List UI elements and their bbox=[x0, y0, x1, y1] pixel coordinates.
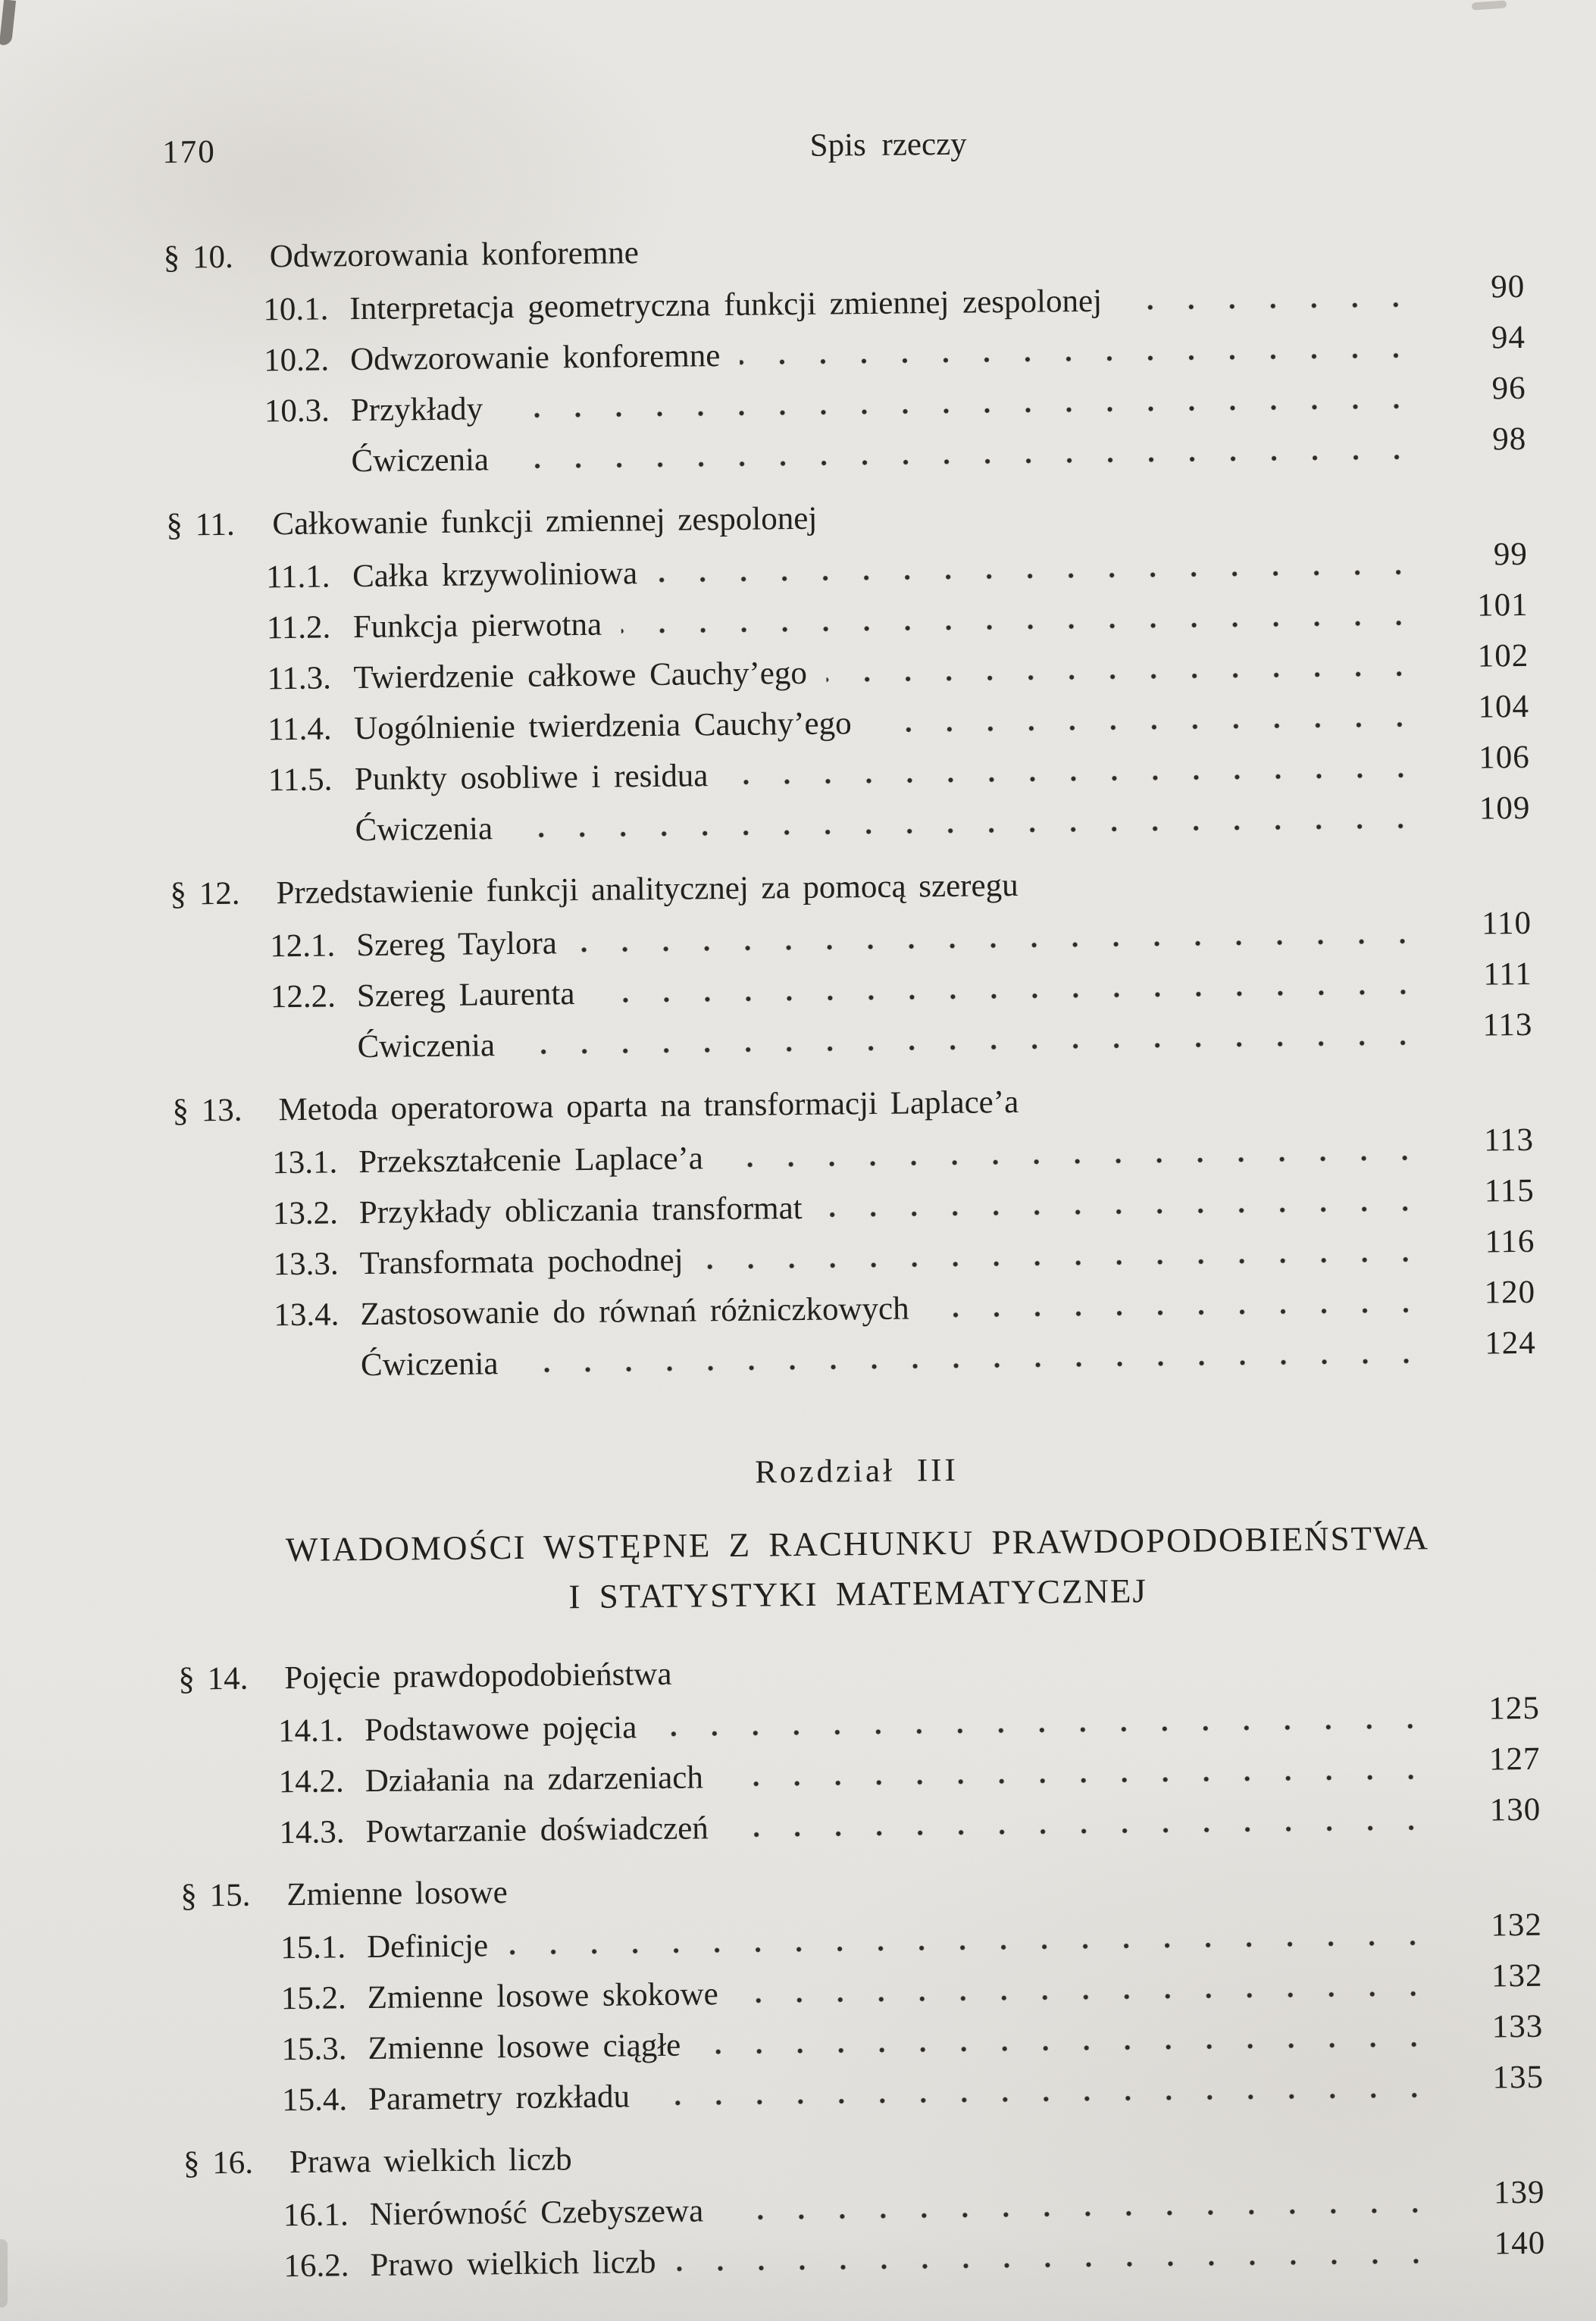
entry-title: Ćwiczenia bbox=[351, 442, 490, 480]
entry-title: Uogólnienie twierdzenia Cauchy’ego bbox=[353, 705, 852, 747]
entry-number: 11.2. bbox=[266, 609, 331, 646]
dot-leader bbox=[509, 453, 1435, 470]
entry-number: 15.2. bbox=[280, 1980, 346, 2017]
entry-title: Szereg Laurenta bbox=[356, 976, 575, 1015]
entry-number bbox=[274, 1375, 361, 1376]
dot-leader bbox=[728, 771, 1438, 786]
section-number: § 11. bbox=[166, 506, 236, 543]
dot-leader bbox=[723, 1154, 1441, 1168]
dot-leader bbox=[1122, 301, 1432, 311]
dot-leader bbox=[728, 1824, 1449, 1838]
section-number: § 10. bbox=[163, 239, 233, 276]
section-title: Zmienne losowe bbox=[286, 1875, 508, 1913]
toc-entry bbox=[174, 1274, 1536, 1335]
toc-entry bbox=[165, 370, 1526, 431]
entry-number: 14.2. bbox=[278, 1763, 345, 1800]
entry-page: 124 bbox=[1485, 1325, 1537, 1362]
chapter-title-line: I STATYSTYKI MATEMATYCZNEJ bbox=[568, 1572, 1148, 1616]
entry-title: Ćwiczenia bbox=[360, 1346, 499, 1384]
entry-title: Ćwiczenia bbox=[357, 1028, 496, 1065]
section-title: Całkowanie funkcji zmiennej zespolonej bbox=[272, 500, 818, 543]
entry-page: 111 bbox=[1483, 956, 1532, 993]
entry-number: 13.1. bbox=[271, 1144, 338, 1181]
entry-number: 11.1. bbox=[265, 558, 330, 596]
entry-page: 130 bbox=[1489, 1791, 1541, 1828]
entry-page: 120 bbox=[1484, 1274, 1536, 1311]
dot-leader bbox=[594, 988, 1440, 1004]
entry-number: 13.2. bbox=[272, 1195, 339, 1232]
toc-entry bbox=[171, 905, 1532, 966]
entry-title: Działania na zdarzeniach bbox=[365, 1760, 704, 1800]
toc-entry bbox=[182, 2008, 1544, 2069]
chapter-heading bbox=[176, 1446, 1538, 1626]
entry-page: 99 bbox=[1493, 536, 1529, 573]
section-entries bbox=[183, 2174, 1546, 2286]
entry-title: Przykłady obliczania transformat bbox=[358, 1190, 803, 1231]
section-entries bbox=[179, 1690, 1541, 1853]
dot-leader bbox=[656, 1722, 1447, 1738]
entry-number: 11.5. bbox=[268, 762, 333, 799]
entry-page: 102 bbox=[1477, 637, 1529, 674]
dot-leader bbox=[657, 568, 1435, 583]
section-number: § 15. bbox=[180, 1877, 251, 1914]
toc-section bbox=[166, 493, 1531, 851]
entry-number bbox=[271, 1057, 358, 1058]
entry-title: Punkty osobliwe i residua bbox=[354, 758, 709, 798]
entry-page: 135 bbox=[1492, 2059, 1544, 2096]
entry-page: 125 bbox=[1488, 1690, 1541, 1727]
section-heading bbox=[180, 1863, 1541, 1915]
entry-page: 140 bbox=[1494, 2225, 1546, 2262]
toc-entry bbox=[175, 1325, 1537, 1386]
entry-page: 127 bbox=[1488, 1741, 1541, 1778]
toc-entry bbox=[169, 739, 1530, 800]
entry-title: Przekształcenie Laplace’a bbox=[358, 1140, 704, 1181]
toc-entry bbox=[180, 1791, 1541, 1853]
entry-page: 109 bbox=[1479, 790, 1531, 827]
dot-leader bbox=[515, 1039, 1441, 1056]
entry-title: Przykłady bbox=[350, 391, 483, 429]
section-title: Prawa wielkich liczb bbox=[289, 2141, 572, 2181]
section-number: § 12. bbox=[170, 875, 240, 912]
dot-leader bbox=[929, 1306, 1444, 1318]
entry-number bbox=[265, 471, 352, 472]
dot-leader bbox=[827, 670, 1437, 683]
page-number: 170 bbox=[161, 133, 216, 170]
dot-leader bbox=[703, 1256, 1443, 1270]
entry-page: 132 bbox=[1491, 1957, 1543, 1994]
entry-page: 113 bbox=[1483, 1121, 1535, 1159]
toc-section bbox=[183, 2131, 1546, 2286]
entry-number: 12.2. bbox=[270, 978, 336, 1015]
entry-number: 11.4. bbox=[267, 711, 332, 748]
entry-number: 10.1. bbox=[263, 291, 329, 328]
running-head-spacer bbox=[922, 149, 1523, 155]
toc-entry bbox=[167, 536, 1529, 597]
toc-section bbox=[170, 862, 1533, 1068]
entry-title: Prawo wielkich liczb bbox=[370, 2244, 656, 2284]
entry-number bbox=[269, 840, 355, 841]
toc-entry bbox=[183, 2174, 1545, 2235]
entry-title: Całka krzywoliniowa bbox=[352, 555, 638, 595]
toc-entry bbox=[179, 1690, 1541, 1751]
entry-page: 101 bbox=[1476, 587, 1529, 624]
entry-title: Powtarzanie doświadczeń bbox=[365, 1810, 709, 1850]
entry-title: Podstawowe pojęcia bbox=[364, 1709, 637, 1749]
entry-number: 13.3. bbox=[273, 1246, 339, 1283]
entry-page: 94 bbox=[1491, 319, 1526, 356]
section-number: § 14. bbox=[178, 1660, 249, 1697]
entry-page: 139 bbox=[1493, 2174, 1545, 2211]
section-heading bbox=[178, 1647, 1539, 1698]
entry-title: Zastosowanie do równań różniczkowych bbox=[360, 1290, 909, 1333]
entry-number: 10.2. bbox=[263, 342, 330, 379]
section-heading bbox=[163, 225, 1524, 277]
toc-entry bbox=[173, 1121, 1535, 1183]
entry-number: 16.2. bbox=[283, 2247, 349, 2285]
toc-entry bbox=[183, 2059, 1544, 2120]
section-entries bbox=[173, 1121, 1537, 1386]
dot-leader bbox=[740, 352, 1433, 366]
dot-leader bbox=[649, 2091, 1451, 2107]
toc bbox=[163, 225, 1545, 2286]
entry-title: Twierdzenie całkowe Cauchy’ego bbox=[353, 655, 808, 696]
entry-title: Zmienne losowe ciągłe bbox=[368, 2027, 681, 2067]
section-heading bbox=[166, 493, 1527, 544]
section-title: Pojęcie prawdopodobieństwa bbox=[284, 1656, 672, 1697]
entry-number: 14.1. bbox=[277, 1713, 344, 1750]
entry-page: 96 bbox=[1491, 370, 1526, 407]
dot-leader bbox=[700, 2041, 1450, 2055]
chapter-title-line: WIADOMOŚCI WSTĘPNE Z RACHUNKU PRAWDOPODOBIEŃSTWA bbox=[285, 1519, 1430, 1569]
section-number: § 16. bbox=[183, 2144, 254, 2182]
section-entries bbox=[164, 268, 1527, 482]
toc-entry bbox=[184, 2225, 1546, 2286]
toc-entry bbox=[165, 421, 1527, 482]
entry-title: Nierówność Czebyszewa bbox=[369, 2193, 704, 2233]
toc-entry bbox=[169, 790, 1531, 851]
dot-leader bbox=[577, 937, 1439, 953]
entry-title: Definicje bbox=[366, 1928, 489, 1966]
entry-number: 15.1. bbox=[280, 1929, 346, 1966]
entry-page: 132 bbox=[1491, 1907, 1543, 1944]
chapter-kicker: Rozdział III bbox=[754, 1452, 959, 1491]
entry-number: 15.4. bbox=[281, 2082, 348, 2119]
dot-leader bbox=[822, 1205, 1442, 1218]
toc-entry bbox=[164, 319, 1526, 380]
section-entries bbox=[181, 1907, 1544, 2120]
page-title: Spis rzeczy bbox=[809, 126, 967, 164]
section-heading bbox=[170, 862, 1531, 913]
dot-leader bbox=[512, 822, 1438, 839]
entry-title: Ćwiczenia bbox=[355, 811, 493, 849]
toc-entry bbox=[182, 1957, 1543, 2019]
entry-page: 113 bbox=[1482, 1006, 1533, 1043]
entry-page: 115 bbox=[1484, 1172, 1535, 1209]
dot-leader bbox=[723, 1773, 1448, 1788]
toc-section bbox=[172, 1078, 1536, 1386]
entry-page: 98 bbox=[1492, 421, 1527, 458]
entry-number: 15.3. bbox=[281, 2031, 347, 2068]
dot-leader bbox=[738, 1990, 1450, 2004]
section-title: Odwzorowania konforemne bbox=[269, 235, 640, 275]
entry-title: Odwzorowanie konforemne bbox=[349, 338, 721, 378]
dot-leader bbox=[872, 721, 1438, 734]
section-entries bbox=[167, 536, 1531, 851]
scan-artifact bbox=[0, 2239, 8, 2307]
dot-leader bbox=[502, 402, 1434, 419]
toc-section bbox=[178, 1647, 1541, 1853]
running-head bbox=[162, 120, 1523, 171]
entry-page: 90 bbox=[1490, 268, 1526, 305]
entry-page: 110 bbox=[1481, 905, 1532, 942]
entry-title: Funkcja pierwotna bbox=[352, 606, 602, 646]
toc-entry bbox=[180, 1741, 1541, 1802]
toc-section bbox=[180, 1863, 1544, 2120]
dot-leader bbox=[621, 619, 1436, 634]
entry-number: 16.1. bbox=[283, 2197, 349, 2234]
toc-section bbox=[163, 225, 1526, 482]
chapter-title bbox=[177, 1512, 1538, 1626]
entry-page: 106 bbox=[1478, 739, 1530, 776]
entry-number: 14.3. bbox=[279, 1814, 345, 1851]
toc-entry bbox=[168, 688, 1530, 749]
toc-entry bbox=[174, 1223, 1535, 1284]
entry-title: Interpretacja geometryczna funkcji zmiennej zespolonej bbox=[349, 283, 1103, 327]
dot-leader bbox=[723, 2207, 1453, 2221]
toc-entry bbox=[167, 637, 1529, 699]
entry-number: 11.3. bbox=[267, 660, 332, 697]
section-title: Metoda operatorowa oparta na transformacji Laplace’a bbox=[278, 1084, 1019, 1128]
section-heading bbox=[172, 1078, 1533, 1130]
entry-number: 13.4. bbox=[274, 1297, 340, 1334]
section-number: § 13. bbox=[172, 1092, 243, 1129]
toc-entry bbox=[174, 1172, 1535, 1234]
dot-leader bbox=[518, 1357, 1444, 1374]
entry-page: 104 bbox=[1478, 688, 1530, 725]
entry-number: 12.1. bbox=[269, 927, 336, 965]
dot-leader bbox=[508, 1939, 1450, 1956]
section-entries bbox=[171, 905, 1533, 1068]
entry-title: Zmienne losowe skokowe bbox=[367, 1976, 718, 2016]
toc-entry bbox=[167, 587, 1529, 648]
entry-page: 116 bbox=[1485, 1223, 1535, 1260]
toc-entry bbox=[164, 268, 1526, 330]
section-title: Przedstawienie funkcji analitycznej za pomocą szeregu bbox=[276, 867, 1019, 912]
entry-title: Szereg Taylora bbox=[355, 925, 558, 964]
toc-entry bbox=[181, 1907, 1543, 1968]
entry-page: 133 bbox=[1491, 2008, 1544, 2045]
entry-title: Parametry rozkładu bbox=[368, 2079, 631, 2118]
toc-entry bbox=[171, 1006, 1533, 1068]
entry-number: 10.3. bbox=[264, 393, 330, 430]
toc-entry bbox=[171, 956, 1532, 1017]
entry-title: Transformata pochodnej bbox=[359, 1242, 684, 1282]
dot-leader bbox=[675, 2257, 1453, 2273]
section-heading bbox=[183, 2131, 1544, 2182]
